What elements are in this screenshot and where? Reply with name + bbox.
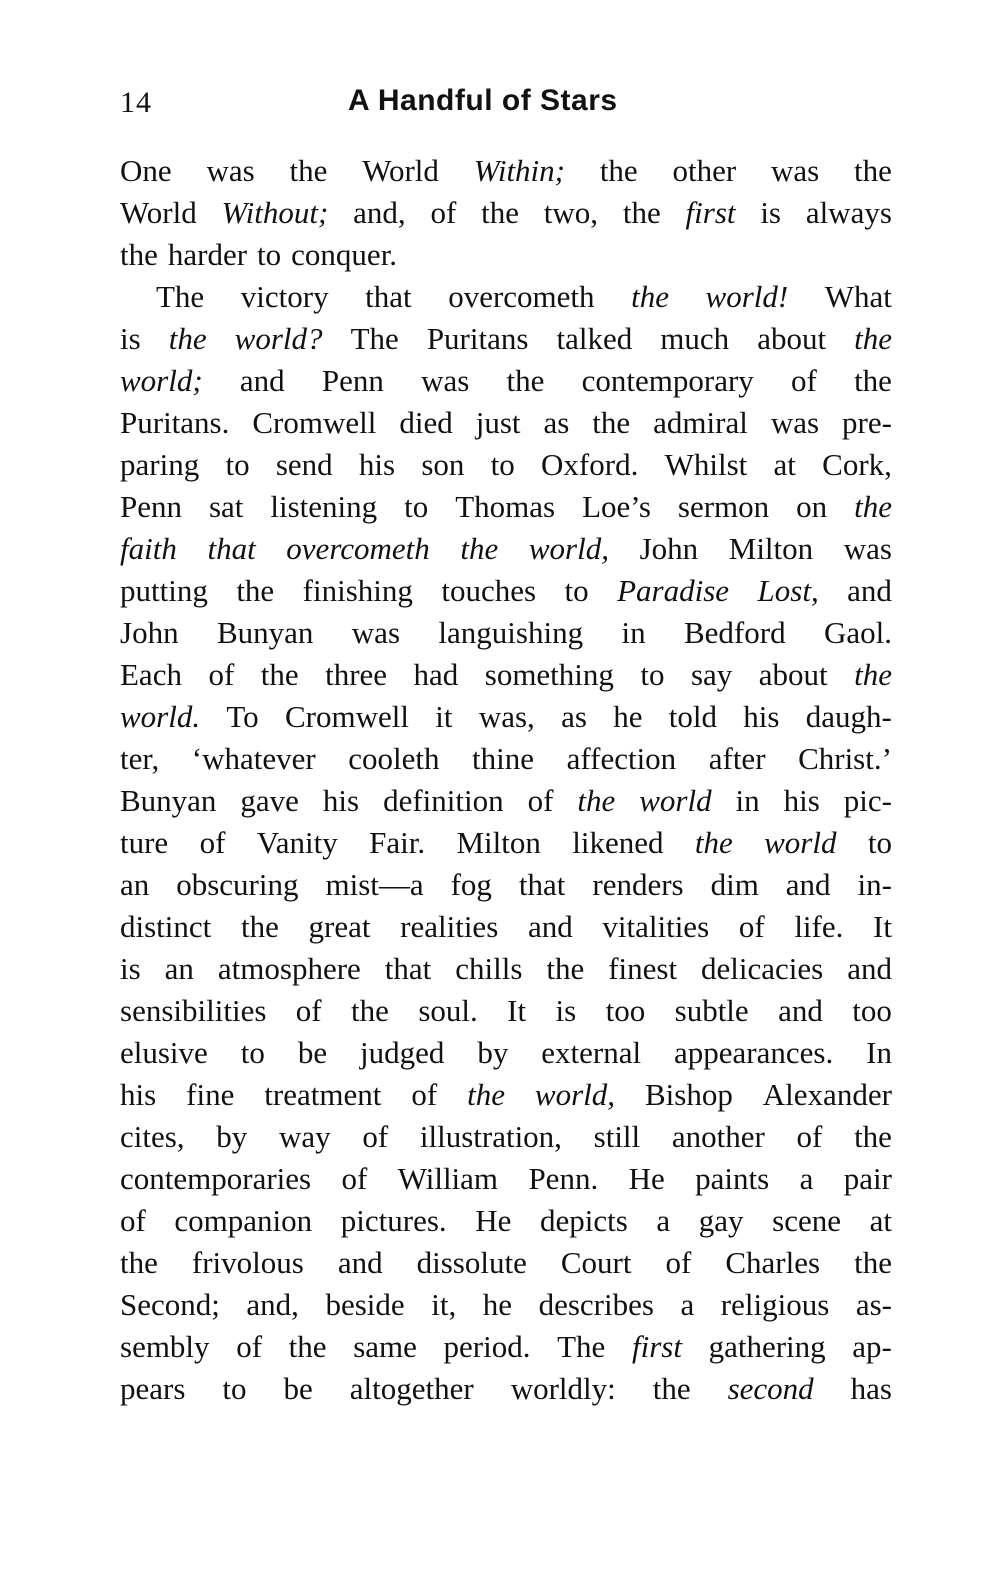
word: and, — [353, 195, 406, 230]
word: Puritans — [426, 321, 529, 356]
word: still — [593, 1119, 641, 1154]
word: cites, — [120, 1119, 185, 1154]
word: and, — [246, 1287, 299, 1322]
italic-word: the — [854, 657, 892, 692]
word: the — [288, 1329, 327, 1364]
word: frivolous — [191, 1245, 304, 1280]
word: an — [164, 951, 194, 986]
word: Oxford. — [541, 447, 639, 482]
word: by — [216, 1119, 248, 1154]
word: of — [791, 363, 817, 398]
italic-word: world! — [705, 279, 789, 314]
word: languishing — [438, 615, 584, 650]
word: dissolute — [416, 1245, 527, 1280]
italic-word: world — [764, 825, 837, 860]
page-number: 14 — [120, 86, 152, 119]
word: way — [278, 1119, 331, 1154]
word: send — [275, 447, 333, 482]
text-line — [120, 1074, 892, 1116]
word: to — [867, 825, 892, 860]
word: and — [527, 909, 573, 944]
word: the — [854, 363, 892, 398]
text-line — [120, 318, 892, 360]
word: Bishop — [644, 1077, 733, 1112]
word: The — [156, 279, 205, 314]
text-line — [120, 864, 892, 906]
text-line — [120, 276, 892, 318]
word: of — [295, 993, 322, 1028]
word: admiral — [653, 405, 748, 440]
word: was, — [478, 699, 535, 734]
word: to — [640, 657, 665, 692]
text-line — [120, 906, 892, 948]
italic-word: the — [577, 783, 616, 818]
word: Fair. — [369, 825, 426, 860]
word: much — [660, 321, 730, 356]
word: as — [543, 405, 570, 440]
word: in — [621, 615, 646, 650]
word: obscuring — [176, 867, 299, 902]
word: beside — [325, 1287, 405, 1322]
word: Penn — [321, 363, 384, 398]
word: the — [546, 951, 585, 986]
word: appearances. — [674, 1035, 834, 1070]
word: Whilst — [664, 447, 748, 482]
word: John — [120, 615, 179, 650]
word: a — [680, 1287, 695, 1322]
word: by — [477, 1035, 509, 1070]
word: realities — [400, 909, 499, 944]
text-line — [120, 528, 892, 570]
italic-word: world. — [120, 699, 201, 734]
word: The — [350, 321, 399, 356]
word: another — [671, 1119, 765, 1154]
word: Cork, — [822, 447, 892, 482]
word: of — [796, 1119, 823, 1154]
text-line — [120, 696, 892, 738]
word: of — [665, 1245, 692, 1280]
word: Penn. — [528, 1161, 599, 1196]
word: as — [561, 699, 587, 734]
word: atmosphere — [217, 951, 361, 986]
word: contemporaries — [120, 1161, 312, 1196]
word: always — [805, 195, 892, 230]
word: It — [873, 909, 892, 944]
word: paring — [120, 447, 200, 482]
word: of — [430, 195, 457, 230]
text-line — [120, 486, 892, 528]
word: harder — [167, 237, 248, 272]
word: pictures. — [340, 1203, 447, 1238]
italic-word: world, — [528, 531, 609, 566]
running-header — [120, 86, 892, 126]
word: had — [413, 657, 459, 692]
word: describes — [538, 1287, 654, 1322]
text-line — [120, 402, 892, 444]
italic-word: that — [207, 531, 256, 566]
word: To — [226, 699, 259, 734]
text-line — [120, 192, 892, 234]
word: sat — [208, 489, 244, 524]
word: gathering — [708, 1329, 826, 1364]
word: his — [358, 447, 396, 482]
word: elusive — [120, 1035, 208, 1070]
text-line — [120, 1116, 892, 1158]
word: about — [757, 321, 827, 356]
word: and — [847, 951, 892, 986]
word: and — [785, 867, 831, 902]
word: that — [518, 867, 566, 902]
word: paints — [695, 1161, 770, 1196]
word: be — [283, 1371, 313, 1406]
italic-word: the — [467, 1077, 505, 1112]
italic-word: faith — [120, 531, 177, 566]
word: Cromwell — [252, 405, 377, 440]
word: likened — [572, 825, 664, 860]
word: same — [353, 1329, 417, 1364]
running-title: A Handful of Stars — [348, 84, 618, 117]
text-line — [120, 822, 892, 864]
word: three — [325, 657, 388, 692]
word: dim — [710, 867, 759, 902]
text-line — [120, 1326, 892, 1368]
italic-word: world — [639, 783, 712, 818]
word: something — [484, 657, 614, 692]
text-line — [120, 234, 892, 276]
word: great — [308, 909, 371, 944]
word: the — [854, 1245, 892, 1280]
italic-word: the — [631, 279, 669, 314]
word: judged — [360, 1035, 445, 1070]
italic-word: Lost, — [757, 573, 819, 608]
word: The — [557, 1329, 606, 1364]
word: Charles — [725, 1245, 821, 1280]
word: ture — [120, 825, 169, 860]
word: too — [852, 993, 892, 1028]
word: altogether — [349, 1371, 474, 1406]
word: was — [843, 531, 892, 566]
word: ap- — [852, 1329, 892, 1364]
word: gay — [698, 1203, 744, 1238]
text-line — [120, 570, 892, 612]
text-line — [120, 948, 892, 990]
word: and — [337, 1245, 383, 1280]
italic-word: world; — [120, 363, 203, 398]
text-line — [120, 612, 892, 654]
text-line — [120, 1200, 892, 1242]
word: fog — [450, 867, 492, 902]
word: Christ.’ — [798, 741, 892, 776]
word: pears — [120, 1371, 186, 1406]
italic-word: first — [685, 195, 736, 230]
word: external — [541, 1035, 642, 1070]
word: Bunyan — [216, 615, 314, 650]
word: thine — [472, 741, 535, 776]
text-line — [120, 654, 892, 696]
word: of — [527, 783, 554, 818]
word: distinct — [120, 909, 212, 944]
italic-word: the — [854, 489, 892, 524]
word: Bunyan — [120, 783, 217, 818]
word: In — [866, 1035, 892, 1070]
word: overcometh — [448, 279, 595, 314]
word: his — [783, 783, 820, 818]
word: worldly: — [510, 1371, 616, 1406]
word: at — [869, 1203, 892, 1238]
italic-word: world? — [234, 321, 323, 356]
word: mist—a — [325, 867, 424, 902]
word: it, — [431, 1287, 457, 1322]
word: depicts — [540, 1203, 628, 1238]
word: chills — [455, 951, 523, 986]
word: companion — [174, 1203, 313, 1238]
word: the — [652, 1371, 691, 1406]
word: Loe’s — [582, 489, 651, 524]
italic-word: Within; — [473, 153, 565, 188]
word: life. — [794, 909, 844, 944]
word: Bedford — [683, 615, 786, 650]
word: pic- — [843, 783, 892, 818]
word: Each — [120, 657, 182, 692]
text-line — [120, 1032, 892, 1074]
text-line — [120, 1284, 892, 1326]
word: the — [506, 363, 545, 398]
word: It — [507, 993, 527, 1028]
word: is — [555, 993, 577, 1028]
word: the — [240, 909, 279, 944]
word: Cromwell — [284, 699, 409, 734]
text-line — [120, 150, 892, 192]
word: touches — [441, 573, 537, 608]
word: is — [120, 951, 141, 986]
word: He — [628, 1161, 665, 1196]
word: a — [656, 1203, 671, 1238]
italic-word: world, — [534, 1077, 616, 1112]
word: pair — [843, 1161, 892, 1196]
word: say — [690, 657, 733, 692]
word: to — [240, 1035, 265, 1070]
word: Gaol. — [823, 615, 892, 650]
word: of — [120, 1203, 146, 1238]
word: talked — [556, 321, 633, 356]
word: just — [475, 405, 521, 440]
word: sensibilities — [120, 993, 267, 1028]
word: soul. — [418, 993, 478, 1028]
word: about — [758, 657, 828, 692]
word: Milton — [456, 825, 541, 860]
word: told — [668, 699, 717, 734]
text-line — [120, 780, 892, 822]
word: William — [397, 1161, 499, 1196]
word: is — [120, 321, 141, 356]
word: gave — [240, 783, 299, 818]
word: Alexander — [762, 1077, 892, 1112]
word: Second; — [120, 1287, 220, 1322]
word: was — [351, 615, 401, 650]
word: and — [847, 573, 892, 608]
word: Penn — [120, 489, 182, 524]
word: to — [490, 447, 515, 482]
word: of — [208, 657, 235, 692]
word: period. — [443, 1329, 531, 1364]
word: the — [599, 153, 638, 188]
word: ‘whatever — [191, 741, 316, 776]
italic-word: the — [854, 321, 892, 356]
word: after — [708, 741, 766, 776]
word: One — [120, 153, 172, 188]
italic-word: the — [168, 321, 207, 356]
word: What — [824, 279, 892, 314]
italic-word: Paradise — [617, 573, 730, 608]
word: finishing — [302, 573, 413, 608]
text-line — [120, 990, 892, 1032]
word: the — [854, 1119, 892, 1154]
word: that — [365, 279, 412, 314]
word: World — [120, 195, 197, 230]
word: and — [239, 363, 285, 398]
word: scene — [772, 1203, 841, 1238]
word: of — [341, 1161, 368, 1196]
word: Vanity — [256, 825, 338, 860]
word: definition — [383, 783, 504, 818]
word: was — [771, 153, 820, 188]
word: of — [411, 1077, 438, 1112]
word: too — [605, 993, 646, 1028]
word: was — [206, 153, 255, 188]
word: to — [225, 447, 250, 482]
word: Thomas — [455, 489, 556, 524]
word: son — [421, 447, 465, 482]
word: the — [854, 153, 892, 188]
word: was — [770, 405, 820, 440]
word: the — [260, 657, 299, 692]
word: the — [351, 993, 389, 1028]
word: has — [850, 1371, 892, 1406]
word: be — [297, 1035, 328, 1070]
word: contemporary — [581, 363, 754, 398]
text-line — [120, 1242, 892, 1284]
word: of — [738, 909, 765, 944]
word: finest — [608, 951, 678, 986]
italic-word: the — [460, 531, 499, 566]
word: on — [796, 489, 828, 524]
word: cooleth — [348, 741, 440, 776]
word: in — [735, 783, 760, 818]
word: to — [257, 237, 282, 272]
word: his — [743, 699, 780, 734]
word: a — [799, 1161, 814, 1196]
word: ter, — [120, 741, 160, 776]
word: at — [773, 447, 796, 482]
italic-word: overcometh — [286, 531, 430, 566]
word: to — [222, 1371, 247, 1406]
word: fine — [186, 1077, 235, 1112]
text-line — [120, 1158, 892, 1200]
word: the — [289, 153, 328, 188]
word: the — [481, 195, 519, 230]
word: sembly — [120, 1329, 210, 1364]
text-line — [120, 738, 892, 780]
word: other — [672, 153, 737, 188]
word: the — [236, 573, 275, 608]
italic-word: first — [631, 1329, 682, 1364]
text-line — [120, 360, 892, 402]
word: He — [475, 1203, 512, 1238]
word: was — [421, 363, 470, 398]
word: daugh- — [805, 699, 892, 734]
word: as- — [855, 1287, 892, 1322]
text-line — [120, 444, 892, 486]
word: delicacies — [701, 951, 824, 986]
italic-word: second — [727, 1371, 814, 1406]
word: his — [120, 1077, 157, 1112]
word: his — [322, 783, 360, 818]
word: affection — [566, 741, 677, 776]
word: to — [404, 489, 429, 524]
word: that — [384, 951, 432, 986]
word: he — [613, 699, 643, 734]
word: conquer. — [291, 237, 398, 272]
text-line — [120, 1368, 892, 1410]
word: the — [120, 1245, 158, 1280]
body-text — [120, 150, 892, 1410]
word: renders — [592, 867, 684, 902]
word: pre- — [842, 405, 892, 440]
italic-word: Without; — [221, 195, 329, 230]
word: treatment — [264, 1077, 382, 1112]
word: victory — [240, 279, 329, 314]
word: he — [482, 1287, 513, 1322]
word: and — [778, 993, 823, 1028]
word: died — [399, 405, 453, 440]
word: two, — [543, 195, 599, 230]
word: putting — [120, 573, 208, 608]
word: the — [622, 195, 661, 230]
word: it — [435, 699, 453, 734]
word: Milton — [728, 531, 814, 566]
italic-word: the — [694, 825, 733, 860]
word: vitalities — [602, 909, 710, 944]
word: Court — [560, 1245, 632, 1280]
word: religious — [720, 1287, 830, 1322]
word: in- — [857, 867, 892, 902]
word: of — [362, 1119, 389, 1154]
word: sermon — [677, 489, 770, 524]
word: to — [564, 573, 589, 608]
word: listening — [270, 489, 378, 524]
word: of — [199, 825, 226, 860]
word: illustration, — [419, 1119, 562, 1154]
word: of — [236, 1329, 263, 1364]
word: the — [120, 237, 158, 272]
word: is — [760, 195, 781, 230]
word: an — [120, 867, 150, 902]
word: Puritans. — [120, 405, 230, 440]
word: subtle — [674, 993, 749, 1028]
word: the — [592, 405, 631, 440]
word: World — [362, 153, 439, 188]
word: John — [639, 531, 699, 566]
